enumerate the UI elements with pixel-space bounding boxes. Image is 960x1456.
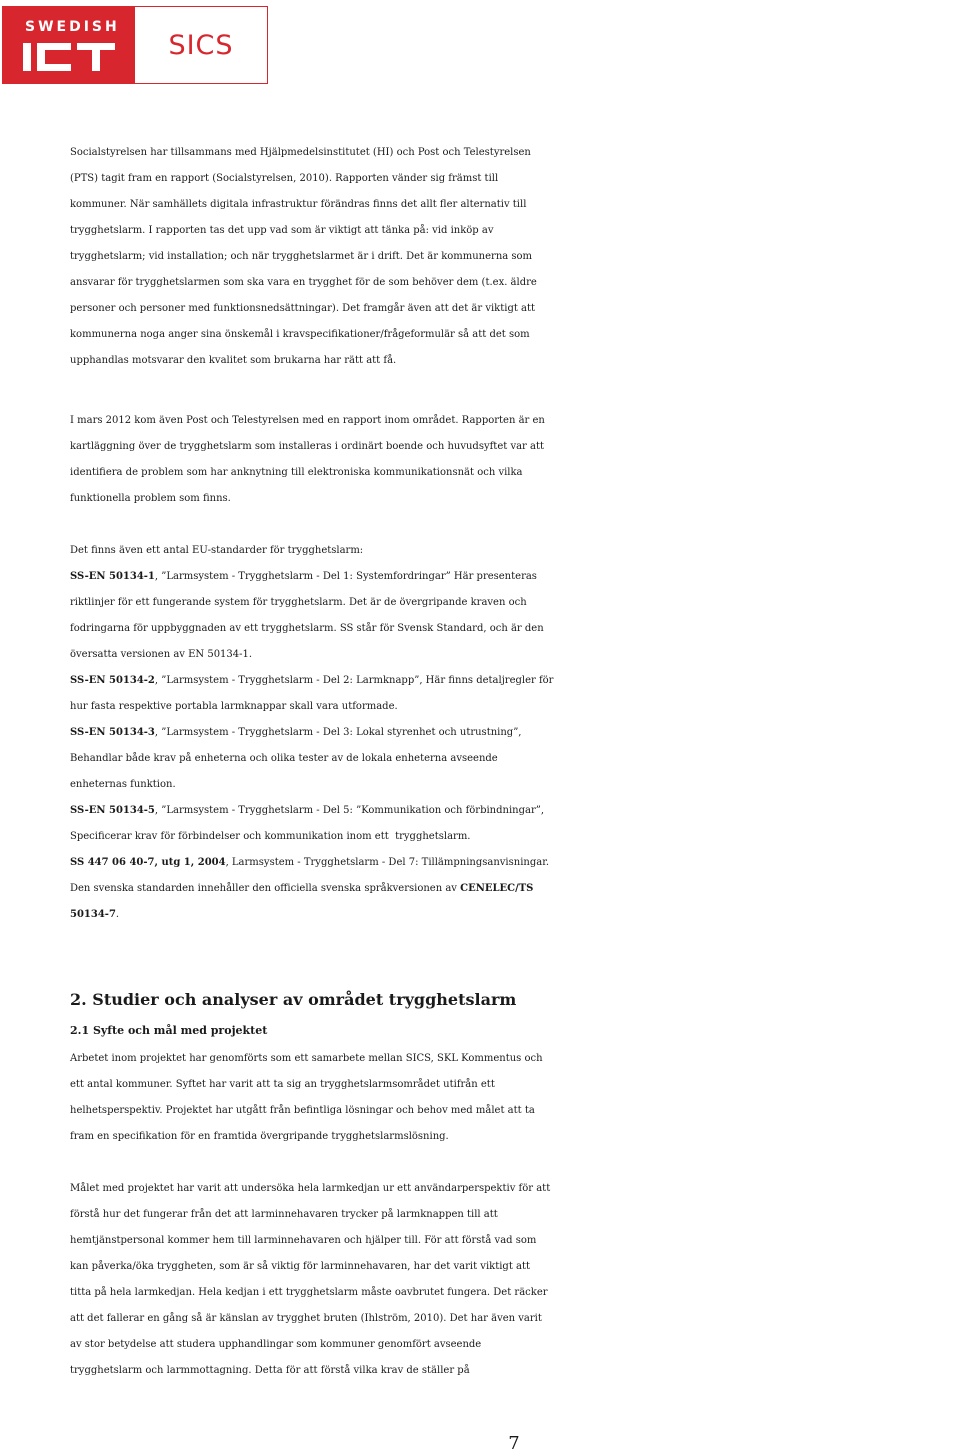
punctuation: . [115,909,120,920]
text-line: ett antal kommuner. Syftet har varit att ta sig an trygghetslarmsområdet utifrån ett [70,1079,495,1090]
standards-intro: Det finns även ett antal EU-standarder för trygghetslarm: [70,545,364,556]
text-line: att det fallerar en gång så är känslan av trygghet bruten (Ihlström, 2010). Det har även varit [70,1313,542,1324]
text-line: fodringarna för uppbyggnaden av ett trygghetslarm. SS står för Svensk Standard, och är den [70,623,544,634]
standard-title: , ”Larmsystem - Trygghetslarm - Del 5: ”Kommunikation och förbindningar”, [154,805,545,816]
text-line: trygghetslarm; vid installation; och när trygghetslarmet är i drift. Det är kommunerna som [70,251,533,262]
text-line: av stor betydelse att studera upphandlingar som kommuner genomfört avseende [70,1339,482,1350]
standard-2 [70,668,960,694]
standard-title: , ”Larmsystem - Trygghetslarm - Del 1: Systemfordringar” Här presenteras [154,571,537,582]
text-line: upphandlas motsvarar den kvalitet som brukarna har rätt att få. [70,355,397,366]
standard-title: , ”Larmsystem - Trygghetslarm - Del 3: Lokal styrenhet och utrustning”, [154,727,522,738]
text-line [70,876,960,902]
text-line: personer och personer med funktionsnedsättningar). Det framgår även att det är viktigt att [70,303,536,314]
standard-ref: CENELEC/TS [460,883,534,894]
paragraph-2 [70,408,960,512]
ict-logo-icon [23,39,115,73]
standard-5 [70,798,960,824]
standard-code: SS-EN 50134-5 [70,805,155,816]
text-line: ansvarar för trygghetslarmen som ska vara en trygghet för de som behöver dem (t.ex. äldre [70,277,537,288]
swedish-ict-mark [3,7,135,83]
text-line: enheternas funktion. [70,779,176,790]
text-line: titta på hela larmkedjan. Hela kedjan i ett trygghetslarm måste oavbrutet fungera. Det räcker [70,1287,548,1298]
page-number: 7 [508,1433,520,1454]
text-line: Målet med projektet har varit att undersöka hela larmkedjan ur ett användarperspektiv för att [70,1183,551,1194]
document-body [70,140,960,1384]
standard-title: , Larmsystem - Trygghetslarm - Del 7: Tillämpningsanvisningar. [225,857,550,868]
section-heading: 2. Studier och analyser av området trygghetslarm [70,990,517,1009]
text-line: kartläggning över de trygghetslarm som installeras i ordinärt boende och huvudsyftet var att [70,441,545,452]
sics-logo-text: SICS [168,29,234,61]
paragraph-4 [70,1176,960,1384]
logo-swedish-text: SWEDISH [25,19,120,35]
text-line: Socialstyrelsen har tillsammans med Hjälpmedelsinstitutet (HI) och Post och Telestyrelsen [70,147,531,158]
text-line: förstå hur det fungerar från det att larminnehavaren trycker på larmknappen till att [70,1209,498,1220]
text-line: fram en specifikation för en framtida övergripande trygghetslarmslösning. [70,1131,449,1142]
subsection-heading: 2.1 Syfte och mål med projektet [70,1024,268,1037]
standard-7 [70,850,960,876]
text-line: kommunerna noga anger sina önskemål i kravspecifikationer/frågeformulär så att det som [70,329,530,340]
standard-title: , ”Larmsystem - Trygghetslarm - Del 2: Larmknapp”, Här finns detaljregler för [154,675,554,686]
text-line: (PTS) tagit fram en rapport (Socialstyrelsen, 2010). Rapporten vänder sig främst till [70,173,499,184]
text-line: översatta versionen av EN 50134-1. [70,649,253,660]
text-line [70,902,960,928]
text-line: Behandlar både krav på enheterna och olika tester av de lokala enheterna avseende [70,753,498,764]
swedish-ict-sics-logo [2,6,268,84]
text-line: helhetsperspektiv. Projektet har utgått från befintliga lösningar och behov med målet att ta [70,1105,535,1116]
text-line: Specificerar krav för förbindelser och kommunikation inom ett trygghetslarm. [70,831,471,842]
text-line: Arbetet inom projektet har genomförts som ett samarbete mellan SICS, SKL Kommentus och [70,1053,543,1064]
text-line: kan påverka/öka tryggheten, som är så viktig för larminnehavaren, har det varit viktigt att [70,1261,531,1272]
text-line: funktionella problem som finns. [70,493,231,504]
standard-code: SS-EN 50134-1 [70,571,155,582]
text-line: I mars 2012 kom även Post och Telestyrelsen med en rapport inom området. Rapporten är en [70,415,545,426]
paragraph-3 [70,1046,960,1150]
standard-code: SS 447 06 40-7, utg 1, 2004 [70,857,226,868]
standard-ref: 50134-7 [70,909,116,920]
text-line: hemtjänstpersonal kommer hem till larminnehavaren och hjälper till. För att förstå vad som [70,1235,537,1246]
standard-code: SS-EN 50134-3 [70,727,155,738]
text-line: kommuner. När samhällets digitala infrastruktur förändras finns det allt fler alternativ till [70,199,527,210]
text-line: riktlinjer för ett fungerande system för trygghetslarm. Det är de övergripande kraven och [70,597,527,608]
text-line: trygghetslarm och larmmottagning. Detta för att förstå vilka krav de ställer på [70,1365,470,1376]
text-line: identifiera de problem som har anknytning till elektroniska kommunikationsnät och vilka [70,467,523,478]
standard-3 [70,720,960,746]
standard-1 [70,564,960,590]
text-line: hur fasta respektive portabla larmknappar skall vara utformade. [70,701,398,712]
text-line: trygghetslarm. I rapporten tas det upp vad som är viktigt att tänka på: vid inköp av [70,225,494,236]
paragraph-1 [70,140,960,374]
standards-list [70,538,960,928]
standard-code: SS-EN 50134-2 [70,675,155,686]
standard-7-note: Den svenska standarden innehåller den officiella svenska språkversionen av [70,883,461,894]
